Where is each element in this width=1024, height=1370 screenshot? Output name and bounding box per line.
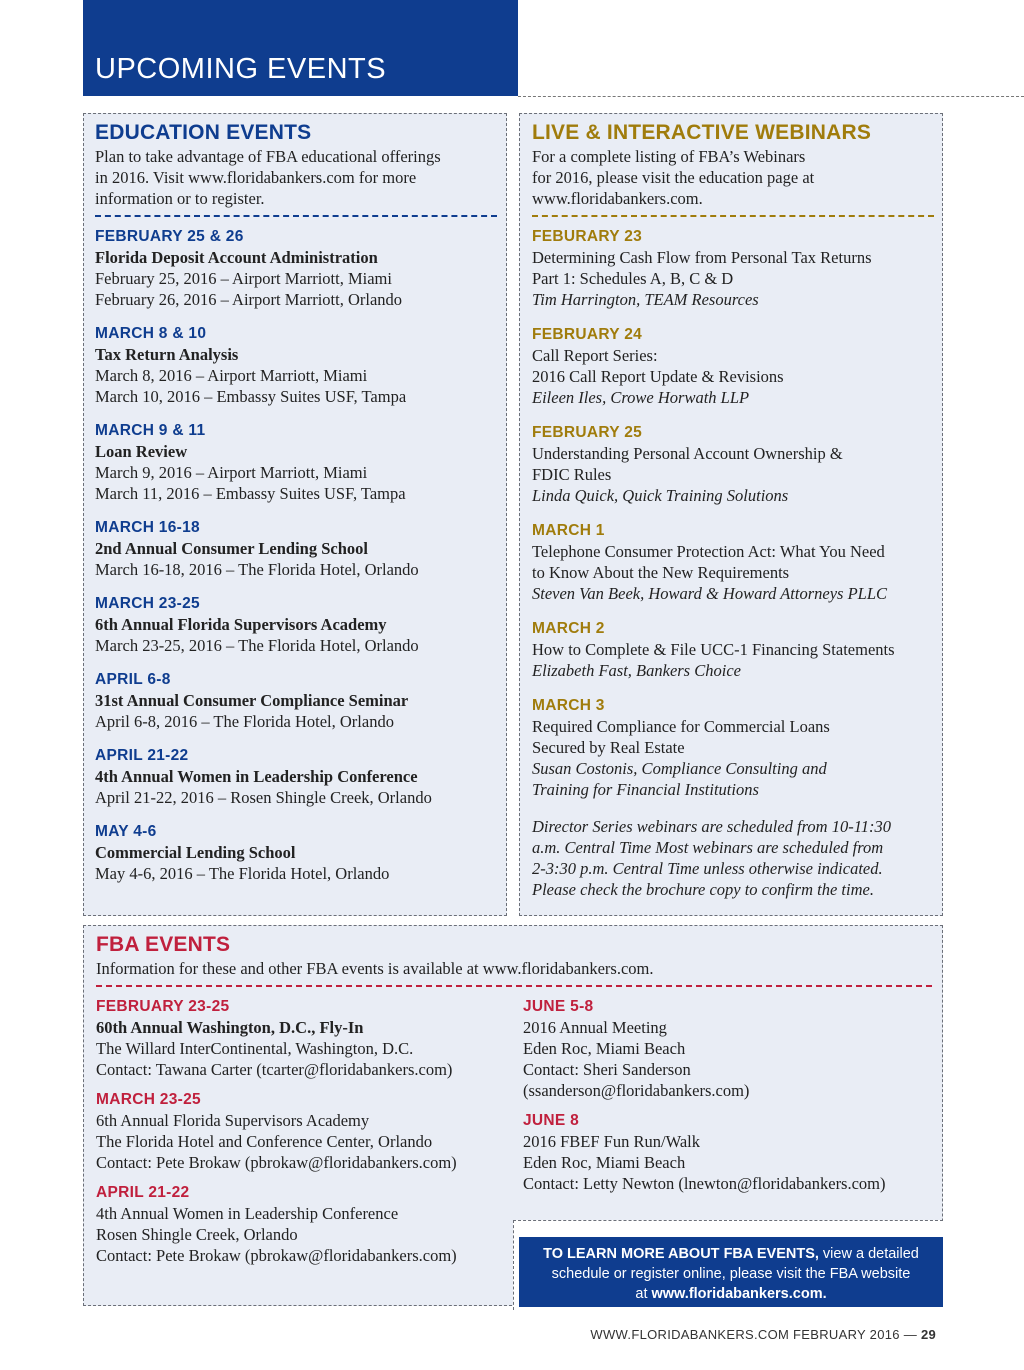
- webinar-title: Call Report Series:: [532, 346, 658, 365]
- education-event: [95, 594, 497, 656]
- webinar-date: MARCH 1: [532, 522, 605, 539]
- webinars-intro: [532, 146, 934, 209]
- webinar-item: [532, 521, 934, 604]
- education-divider: [95, 215, 497, 217]
- education-event: [95, 822, 497, 884]
- note-line: 2-3:30 p.m. Central Time unless otherwise indicated.: [532, 859, 883, 878]
- cta-text: at: [635, 1286, 652, 1302]
- fba-event: [96, 1090, 516, 1173]
- webinar-speaker: Eileen Iles, Crowe Horwath LLP: [532, 388, 750, 407]
- education-event: [95, 227, 497, 310]
- webinar-item: [532, 423, 934, 506]
- education-event: [95, 746, 497, 808]
- event-name: Florida Deposit Account Administration: [95, 248, 378, 267]
- fba-event: [523, 1111, 932, 1194]
- fba-event-date: FEBRUARY 23-25: [96, 998, 230, 1015]
- webinar-list: [532, 227, 934, 800]
- fba-event-date: JUNE 8: [523, 1112, 580, 1129]
- education-event: [95, 324, 497, 407]
- webinar-speaker: Steven Van Beek, Howard & Howard Attorneys PLLC: [532, 584, 888, 603]
- webinar-title: Determining Cash Flow from Personal Tax Returns: [532, 248, 872, 267]
- webinar-title: Required Compliance for Commercial Loans: [532, 717, 830, 736]
- education-event-list: [95, 227, 497, 884]
- fba-event-detail: Contact: Letty Newton (lnewton@floridabankers.com): [523, 1174, 886, 1193]
- event-date: MARCH 16-18: [95, 519, 200, 536]
- education-title: EDUCATION EVENTS: [95, 121, 312, 144]
- event-date: APRIL 21-22: [95, 747, 189, 764]
- fba-event-detail: The Florida Hotel and Conference Center, Orlando: [96, 1132, 433, 1151]
- fba-event-detail: Eden Roc, Miami Beach: [523, 1153, 686, 1172]
- cta-text: view a detailed: [818, 1246, 919, 1262]
- event-date: APRIL 6-8: [95, 671, 171, 688]
- event-detail: March 9, 2016 – Airport Marriott, Miami: [95, 463, 368, 482]
- intro-line: www.floridabankers.com.: [532, 189, 703, 208]
- fba-event-detail: 6th Annual Florida Supervisors Academy: [96, 1111, 370, 1130]
- fba-events-right-column: [523, 997, 932, 1204]
- webinar-title: to Know About the New Requirements: [532, 563, 790, 582]
- webinar-date: FEBRUARY 25: [532, 424, 643, 441]
- note-line: Please check the brochure copy to confirm the time.: [532, 880, 874, 899]
- webinar-item: [532, 227, 934, 310]
- page-footer: [590, 1327, 936, 1342]
- webinar-date: MARCH 3: [532, 697, 605, 714]
- webinar-title: Part 1: Schedules A, B, C & D: [532, 269, 734, 288]
- fba-event-date: MARCH 23-25: [96, 1091, 201, 1108]
- webinar-title: Secured by Real Estate: [532, 738, 685, 757]
- intro-line: Plan to take advantage of FBA educational offerings: [95, 147, 441, 166]
- webinar-date: FEBURARY 23: [532, 228, 643, 245]
- fba-event-detail: (ssanderson@floridabankers.com): [523, 1081, 750, 1100]
- event-detail: February 25, 2016 – Airport Marriott, Miami: [95, 269, 392, 288]
- event-name: Commercial Lending School: [95, 843, 296, 862]
- intro-line: for 2016, please visit the education page at: [532, 168, 815, 187]
- cta-lead: TO LEARN MORE ABOUT FBA EVENTS,: [543, 1246, 819, 1262]
- webinar-title: FDIC Rules: [532, 465, 612, 484]
- header-divider: [518, 96, 1024, 97]
- fba-event-detail: 2016 Annual Meeting: [523, 1018, 667, 1037]
- page-number: 29: [920, 1327, 936, 1342]
- fba-event-detail: Rosen Shingle Creek, Orlando: [96, 1225, 298, 1244]
- webinar-speaker: Tim Harrington, TEAM Resources: [532, 290, 759, 309]
- event-detail: March 11, 2016 – Embassy Suites USF, Tampa: [95, 484, 406, 503]
- fba-event-detail: 2016 FBEF Fun Run/Walk: [523, 1132, 700, 1151]
- webinar-item: [532, 325, 934, 408]
- event-name: 6th Annual Florida Supervisors Academy: [95, 615, 387, 634]
- cta-text: schedule or register online, please visit the FBA website: [551, 1266, 911, 1282]
- cta-website-link[interactable]: www.floridabankers.com.: [651, 1286, 827, 1302]
- fba-title: FBA EVENTS: [96, 933, 231, 956]
- fba-event-detail: Contact: Tawana Carter (tcarter@floridabankers.com): [96, 1060, 453, 1079]
- webinar-title: Understanding Personal Account Ownership &: [532, 444, 843, 463]
- event-name: Loan Review: [95, 442, 188, 461]
- event-detail: February 26, 2016 – Airport Marriott, Orlando: [95, 290, 403, 309]
- education-intro: [95, 146, 497, 209]
- fba-event-detail: Contact: Pete Brokaw (pbrokaw@floridabankers.com): [96, 1246, 457, 1265]
- webinar-date: MARCH 2: [532, 620, 605, 637]
- page-title: UPCOMING EVENTS: [95, 53, 387, 85]
- education-events-panel: [83, 113, 507, 916]
- webinar-item: [532, 696, 934, 800]
- event-date: FEBRUARY 25 & 26: [95, 228, 244, 245]
- footer-site: WWW.FLORIDABANKERS.COM FEBRUARY 2016 —: [590, 1327, 921, 1342]
- webinar-title: 2016 Call Report Update & Revisions: [532, 367, 784, 386]
- webinar-schedule-note: [532, 816, 934, 900]
- event-detail: May 4-6, 2016 – The Florida Hotel, Orlando: [95, 864, 390, 883]
- intro-line: information or to register.: [95, 189, 265, 208]
- event-detail: March 23-25, 2016 – The Florida Hotel, Orlando: [95, 636, 419, 655]
- education-event: [95, 670, 497, 732]
- webinar-speaker: Linda Quick, Quick Training Solutions: [532, 486, 789, 505]
- fba-event-name: 60th Annual Washington, D.C., Fly-In: [96, 1018, 364, 1037]
- webinar-title: How to Complete & File UCC-1 Financing Statements: [532, 640, 895, 659]
- webinars-title: LIVE & INTERACTIVE WEBINARS: [532, 121, 872, 144]
- webinar-date: FEBRUARY 24: [532, 326, 643, 343]
- fba-intro: Information for these and other FBA events is available at www.floridabankers.com.: [96, 959, 654, 978]
- fba-event-detail: Eden Roc, Miami Beach: [523, 1039, 686, 1058]
- webinars-divider: [532, 215, 934, 217]
- event-date: MARCH 8 & 10: [95, 325, 207, 342]
- intro-line: For a complete listing of FBA’s Webinars: [532, 147, 806, 166]
- fba-event-detail: The Willard InterContinental, Washington, D.C.: [96, 1039, 414, 1058]
- webinar-speaker: Susan Costonis, Compliance Consulting and: [532, 759, 827, 778]
- event-name: 31st Annual Consumer Compliance Seminar: [95, 691, 409, 710]
- webinar-title: Telephone Consumer Protection Act: What You Need: [532, 542, 885, 561]
- event-date: MARCH 9 & 11: [95, 422, 206, 439]
- fba-event-detail: 4th Annual Women in Leadership Conference: [96, 1204, 399, 1223]
- fba-event-date: JUNE 5-8: [523, 998, 594, 1015]
- fba-event-detail: Contact: Sheri Sanderson: [523, 1060, 691, 1079]
- fba-event-date: APRIL 21-22: [96, 1184, 190, 1201]
- note-line: Director Series webinars are scheduled from 10-11:30: [532, 817, 891, 836]
- fba-event-detail: Contact: Pete Brokaw (pbrokaw@floridabankers.com): [96, 1153, 457, 1172]
- intro-line: in 2016. Visit www.floridabankers.com for more: [95, 168, 417, 187]
- event-name: Tax Return Analysis: [95, 345, 239, 364]
- event-date: MARCH 23-25: [95, 595, 200, 612]
- webinar-item: [532, 619, 934, 681]
- learn-more-callout: [519, 1237, 943, 1307]
- event-detail: March 16-18, 2016 – The Florida Hotel, Orlando: [95, 560, 419, 579]
- event-detail: April 6-8, 2016 – The Florida Hotel, Orlando: [95, 712, 394, 731]
- webinars-panel: [519, 113, 943, 916]
- event-name: 2nd Annual Consumer Lending School: [95, 539, 368, 558]
- header-banner: [83, 0, 518, 96]
- fba-events-left-column: [96, 997, 516, 1276]
- event-name: 4th Annual Women in Leadership Conference: [95, 767, 418, 786]
- event-date: MAY 4-6: [95, 823, 157, 840]
- education-event: [95, 518, 497, 580]
- note-line: a.m. Central Time Most webinars are scheduled from: [532, 838, 884, 857]
- event-detail: April 21-22, 2016 – Rosen Shingle Creek, Orlando: [95, 788, 432, 807]
- fba-event: [96, 1183, 516, 1266]
- webinar-speaker: Training for Financial Institutions: [532, 780, 759, 799]
- fba-divider: [96, 985, 932, 987]
- fba-event: [96, 997, 516, 1080]
- event-detail: March 8, 2016 – Airport Marriott, Miami: [95, 366, 368, 385]
- event-detail: March 10, 2016 – Embassy Suites USF, Tampa: [95, 387, 407, 406]
- webinar-speaker: Elizabeth Fast, Bankers Choice: [532, 661, 741, 680]
- fba-event: [523, 997, 932, 1101]
- education-event: [95, 421, 497, 504]
